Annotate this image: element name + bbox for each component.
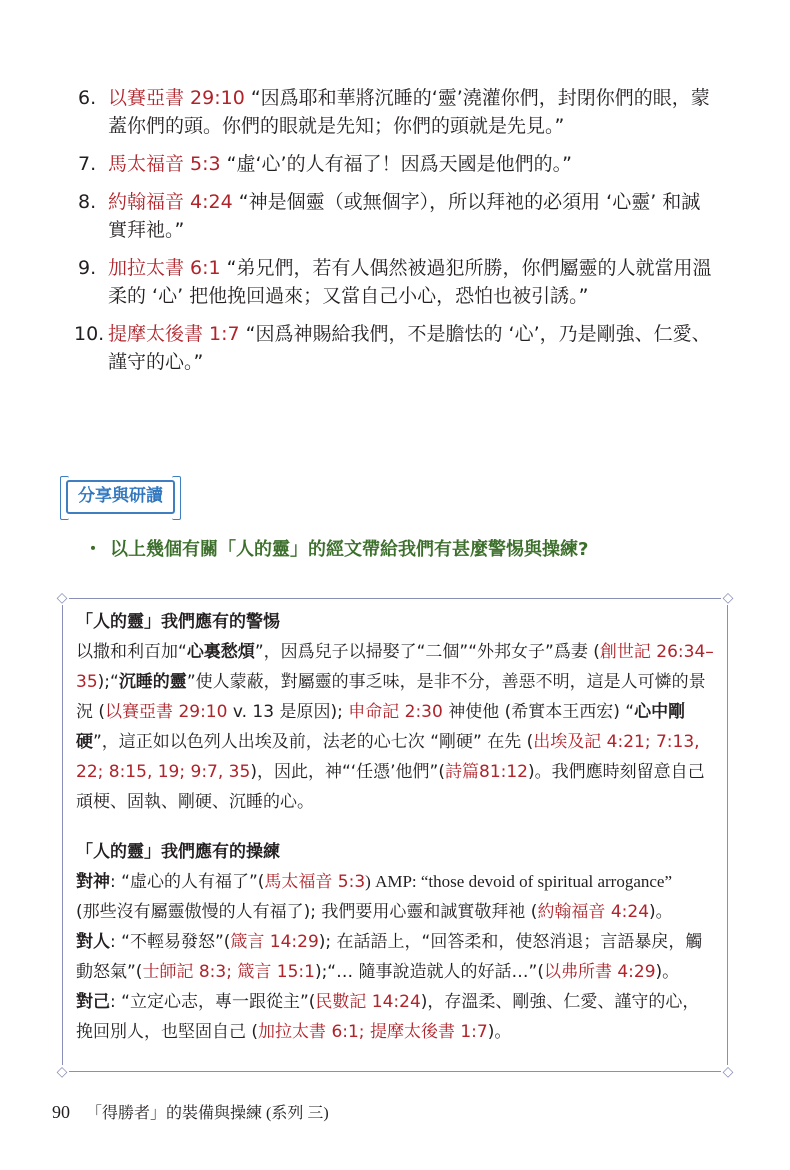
scripture-reference: 提摩太後書 1:7 xyxy=(108,323,240,345)
warning-paragraph: 以撒和利百加“心裏愁煩”，因爲兒子以掃娶了“二個”“外邦女子”爲妻 (創世記 26:34–35);“沉睡的靈”使人蒙蔽，對屬靈的事乏味，是非不分，善惡不明，這是人可憐的景況 (以賽亞書 29:10 v. 13 是原因); 申命記 2:30 神使他 (希實本王西宏) “心中剛硬”，這正如以色列人出埃及前，法老的心七次 “剛硬” 在先 (出埃及記 4:21; 7:13, 22; 8:15, 19; 9:7, 35)，因此，神“‘任憑’他們”(詩篇81:12)。我們應時刻留意自己頑梗、固執、剛硬、沉睡的心。 xyxy=(76,642,714,812)
scripture-reference: 加拉太書 6:1 xyxy=(108,257,221,279)
list-item xyxy=(78,84,718,140)
scripture-reference: 士師記 8:3; 箴言 15:1 xyxy=(142,962,315,982)
warning-heading: 「人的靈」我們應有的警惕 xyxy=(76,612,280,632)
practice-god: 對神: “虛心的人有福了”(馬太福音 5:3) AMP: “those devoid of spiritual arrogance” (那些沒有屬靈傲慢的人有福了); 我們要用心靈和誠實敬拜祂 (約翰福音 4:24)。 xyxy=(76,872,673,922)
practice-self: 對己: “立定心志，專一跟從主”(民數記 14:24)，存溫柔、剛強、仁愛、謹守的心，挽回別人，也堅固自己 (加拉太書 6:1; 提摩太後書 1:7)。 xyxy=(76,992,700,1042)
scripture-reference: 馬太福音 5:3 xyxy=(108,153,221,175)
verse-list xyxy=(74,84,718,386)
scripture-reference: 民數記 14:24 xyxy=(315,992,421,1012)
scripture-reference: 馬太福音 5:3 xyxy=(264,872,366,892)
scripture-reference: 約翰福音 4:24 xyxy=(537,902,650,922)
note-box xyxy=(56,590,734,1080)
book-title: 「得勝者」的裝備與操練 (系列 三) xyxy=(86,1105,329,1122)
question-text: 以上幾個有關「人的靈」的經文帶給我們有甚麼警惕與操練? xyxy=(110,539,589,560)
scripture-reference: 申命記 2:30 xyxy=(348,702,443,722)
scripture-reference: 約翰福音 4:24 xyxy=(108,191,233,213)
page-number: 90 xyxy=(52,1102,70,1122)
scripture-reference: 創世記 26:34–35 xyxy=(76,642,714,692)
verse-text: “因爲神賜給我們，不是膽怯的 ‘心’，乃是剛強、仁愛、謹守的心。” xyxy=(108,323,711,373)
verse-text: “弟兄們，若有人偶然被過犯所勝，你們屬靈的人就當用溫柔的 ‘心’ 把他挽回過來；又當自己小心，恐怕也被引誘。” xyxy=(108,257,712,307)
corner-ornament-icon: ◇ xyxy=(722,590,734,606)
practice-man: 對人: “不輕易發怒”(箴言 14:29); 在話語上，“回答柔和，使怒消退；言語暴戾，觸動怒氣”(士師記 8:3; 箴言 15:1);“… 隨事說造就人的好話…”(以弗所書 4:29)。 xyxy=(76,932,703,982)
item-number: 8. xyxy=(78,191,97,213)
bullet-icon: ・ xyxy=(84,539,102,560)
discussion-question xyxy=(84,536,588,564)
verse-text: “因爲耶和華將沉睡的‘靈’澆灌你們，封閉你們的眼，蒙蓋你們的頭。你們的眼就是先知；你們的頭就是先見。” xyxy=(108,87,710,137)
scripture-reference: 出埃及記 4:21; 7:13, 22; 8:15, 19; 9:7, 35 xyxy=(76,732,700,782)
scripture-reference: 以弗所書 4:29 xyxy=(543,962,656,982)
item-number: 7. xyxy=(78,153,97,175)
verse-text: “虛‘心’的人有福了！因爲天國是他們的。” xyxy=(226,153,572,175)
list-item xyxy=(78,150,718,178)
item-number: 9. xyxy=(78,257,97,279)
scripture-reference: 加拉太書 6:1; 提摩太後書 1:7 xyxy=(258,1022,488,1042)
practice-heading: 「人的靈」我們應有的操練 xyxy=(76,842,280,862)
page-footer xyxy=(52,1100,329,1123)
list-item xyxy=(74,320,718,376)
corner-ornament-icon: ◇ xyxy=(722,1064,734,1080)
scripture-reference: 箴言 14:29 xyxy=(230,932,319,952)
corner-ornament-icon: ◇ xyxy=(56,590,68,606)
note-content xyxy=(76,607,716,1047)
list-item xyxy=(78,254,718,310)
corner-ornament-icon: ◇ xyxy=(56,1064,68,1080)
scripture-reference: 詩篇81:12 xyxy=(445,762,528,782)
section-tag: 分享與研讀 xyxy=(66,480,175,514)
scripture-reference: 以賽亞書 29:10 xyxy=(108,87,245,109)
verse-text: “神是個靈（或無個字），所以拜祂的必須用 ‘心靈’ 和誠實拜祂。” xyxy=(108,191,701,241)
scripture-reference: 以賽亞書 29:10 xyxy=(105,702,228,722)
item-number: 10. xyxy=(74,323,105,345)
item-number: 6. xyxy=(78,87,97,109)
list-item xyxy=(78,188,718,244)
